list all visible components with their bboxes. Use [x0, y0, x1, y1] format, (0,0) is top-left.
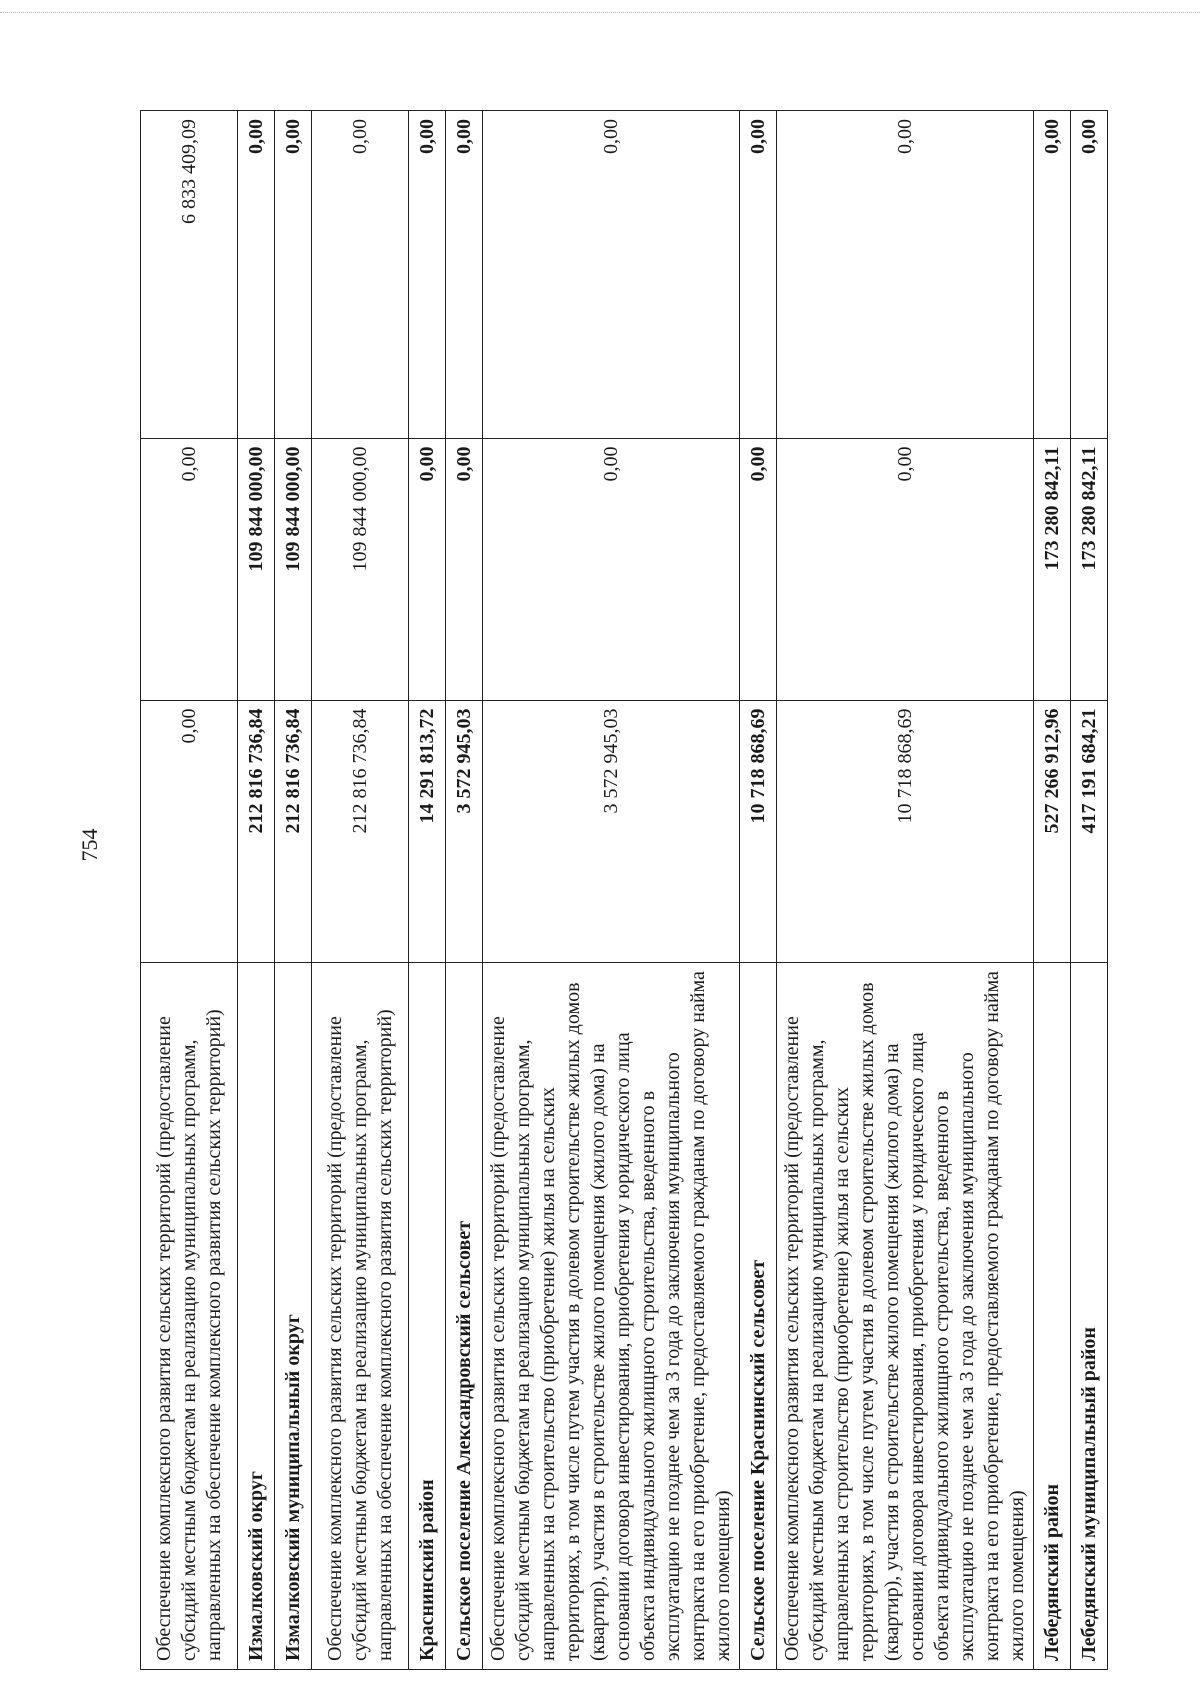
- row-amount-3: 0,00: [777, 111, 1034, 439]
- row-amount-3: 0,00: [1034, 111, 1071, 439]
- row-amount-2: 109 844 000,00: [275, 438, 312, 700]
- budget-table: [140, 110, 1108, 1670]
- table-row: [409, 111, 446, 1670]
- row-amount-3: 0,00: [275, 111, 312, 439]
- table-row: [777, 111, 1034, 1670]
- table-row: [740, 111, 777, 1670]
- row-amount-1: 10 718 868,69: [777, 700, 1034, 962]
- row-amount-2: 0,00: [446, 438, 483, 700]
- row-description: Обеспечение комплексного развития сельских территорий (предоставление субсидий местным бюджетам на реализацию муниципальных программ, направленных на обеспечение комплексного развития сельских территорий): [312, 962, 409, 1669]
- row-amount-3: 0,00: [740, 111, 777, 439]
- row-description: Обеспечение комплексного развития сельских территорий (предоставление субсидий местным бюджетам на реализацию муниципальных программ, направленных на обеспечение комплексного развития сельских территорий): [141, 962, 238, 1669]
- row-amount-1: 212 816 736,84: [275, 700, 312, 962]
- row-amount-1: 527 266 912,96: [1034, 700, 1071, 962]
- table-row: [446, 111, 483, 1670]
- row-amount-1: 14 291 813,72: [409, 700, 446, 962]
- row-amount-3: 6 833 409,09: [141, 111, 238, 439]
- row-description: Обеспечение комплексного развития сельских территорий (предоставление субсидий местным бюджетам на реализацию муниципальных программ, направленных на строительство (приобретение) жилья на сельских территориях, в том числе путем участия в долевом строительстве жилых домов (квартир), участия в строительстве жилого помещения (жилого дома) на основании договора инвестирования, приобретения у юридического лица объекта индивидуального жилищного строительства, введенного в эксплуатацию не позднее чем за 3 года до заключения муниципального контракта на его приобретение, предоставляемого гражданам по договору найма жилого помещения): [483, 962, 740, 1669]
- row-description: Измалковский муниципальный округ: [275, 962, 312, 1669]
- table-container: [140, 110, 1100, 1670]
- row-amount-2: 0,00: [777, 438, 1034, 700]
- row-description: Сельское поселение Александровский сельсовет: [446, 962, 483, 1669]
- row-description: Измалковский округ: [238, 962, 275, 1669]
- page-number: 754: [77, 828, 102, 862]
- row-amount-1: 212 816 736,84: [312, 700, 409, 962]
- row-amount-3: 0,00: [409, 111, 446, 439]
- row-amount-2: 0,00: [740, 438, 777, 700]
- row-description: Обеспечение комплексного развития сельских территорий (предоставление субсидий местным бюджетам на реализацию муниципальных программ, направленных на строительство (приобретение) жилья на сельских территориях, в том числе путем участия в долевом строительстве жилых домов (квартир), участия в строительстве жилого помещения (жилого дома) на основании договора инвестирования, приобретения у юридического лица объекта индивидуального жилищного строительства, введенного в эксплуатацию не позднее чем за 3 года до заключения муниципального контракта на его приобретение, предоставляемого гражданам по договору найма жилого помещения): [777, 962, 1034, 1669]
- row-amount-1: 3 572 945,03: [483, 700, 740, 962]
- rotated-table-frame: [140, 110, 1100, 1670]
- row-amount-2: 173 280 842,11: [1071, 438, 1108, 700]
- row-description: Лебедянский муниципальный район: [1071, 962, 1108, 1669]
- row-amount-1: 417 191 684,21: [1071, 700, 1108, 962]
- table-row: [1034, 111, 1071, 1670]
- budget-table-body: [141, 111, 1108, 1670]
- row-amount-3: 0,00: [446, 111, 483, 439]
- row-amount-1: 3 572 945,03: [446, 700, 483, 962]
- row-amount-3: 0,00: [238, 111, 275, 439]
- row-amount-2: 109 844 000,00: [238, 438, 275, 700]
- row-description: Краснинский район: [409, 962, 446, 1669]
- scan-edge-line: [0, 12, 1200, 13]
- row-amount-1: 10 718 868,69: [740, 700, 777, 962]
- table-row: [275, 111, 312, 1670]
- row-amount-3: 0,00: [312, 111, 409, 439]
- row-amount-2: 173 280 842,11: [1034, 438, 1071, 700]
- table-row: [238, 111, 275, 1670]
- row-amount-1: 212 816 736,84: [238, 700, 275, 962]
- table-row: [141, 111, 238, 1670]
- row-amount-3: 0,00: [1071, 111, 1108, 439]
- row-amount-2: 0,00: [141, 438, 238, 700]
- row-amount-1: 0,00: [141, 700, 238, 962]
- table-row: [312, 111, 409, 1670]
- table-row: [1071, 111, 1108, 1670]
- row-amount-2: 109 844 000,00: [312, 438, 409, 700]
- row-amount-3: 0,00: [483, 111, 740, 439]
- row-description: Лебедянский район: [1034, 962, 1071, 1669]
- row-amount-2: 0,00: [483, 438, 740, 700]
- table-row: [483, 111, 740, 1670]
- row-amount-2: 0,00: [409, 438, 446, 700]
- row-description: Сельское поселение Краснинский сельсовет: [740, 962, 777, 1669]
